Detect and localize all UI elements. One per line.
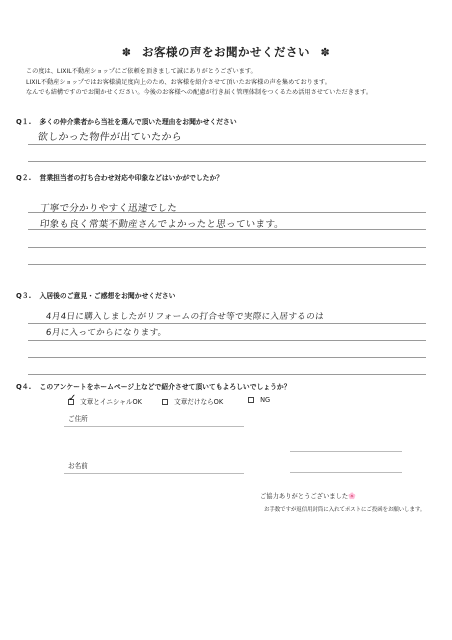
answer-line <box>28 264 426 265</box>
checkbox[interactable] <box>162 399 168 405</box>
checkbox[interactable] <box>68 393 77 405</box>
question-4 <box>16 381 291 391</box>
intro-line: LIXIL不動産ショップではお客様満足度向上のため、お客様を紹介させて頂いたお客様の声を集めております。 <box>26 78 331 86</box>
intro-line: なんでも結構ですのでお聞かせください。今後のお客様への配慮が行き届く管理体制をつくるため活用させていただきます。 <box>26 89 373 96</box>
consent-option-text-only[interactable] <box>162 396 223 406</box>
answer-line <box>28 212 426 213</box>
answer-line <box>28 229 426 230</box>
question-3 <box>16 290 175 300</box>
answer-line <box>28 161 426 162</box>
answer-line <box>28 247 426 248</box>
question-text: 入居後のご意見・ご感想をお聞かせください <box>39 292 176 300</box>
question-number: Q１. <box>16 118 32 126</box>
answer-line <box>28 144 426 145</box>
question-1 <box>16 116 237 126</box>
question-text: 営業担当者の打ち合わせ対応や印象などはいかがでしたか？ <box>39 174 224 182</box>
question-2 <box>16 172 223 182</box>
option-label: NG <box>260 396 271 404</box>
handwritten-answer: 欲しかった物件が出ていたから <box>37 132 183 143</box>
name-line <box>290 472 402 473</box>
question-number: Q３. <box>16 292 32 300</box>
handwritten-answer: 4月4日に購入しましたがリフォームの打合せ等で実際に入居するのは <box>45 312 325 322</box>
question-number: Q４. <box>16 383 32 391</box>
address-label: ご住所 <box>68 415 88 423</box>
address-line <box>290 451 402 452</box>
page-title <box>0 44 452 60</box>
name-line <box>64 473 244 474</box>
flower-ornament-icon: ✽ <box>121 46 132 59</box>
handwritten-answer: 印象も良く常葉不動産さんでよかったと思っています。 <box>39 219 285 230</box>
handwritten-answer: 6月に入ってからになります。 <box>45 328 168 338</box>
name-label: お名前 <box>68 462 88 470</box>
flower-ornament-icon: ✽ <box>320 46 331 59</box>
consent-option-ng[interactable] <box>248 396 270 404</box>
intro-paragraph <box>26 67 436 99</box>
handwritten-answer: 丁寧で分かりやすく迅速でした <box>39 203 178 214</box>
answer-line <box>28 357 426 358</box>
question-text: 多くの仲介業者から当社を選んで頂いた理由をお聞かせください <box>39 118 237 126</box>
answer-line <box>28 374 426 375</box>
consent-option-text-and-initial[interactable] <box>68 393 142 406</box>
intro-line: この度は、LIXIL不動産ショップにご依頼を頂きまして誠にありがとうございます。 <box>26 68 257 75</box>
option-label: 文章とイニシャルOK <box>80 398 142 406</box>
question-text: このアンケートをホームページ上などで紹介させて頂いてもよろしいでしょうか？ <box>39 383 291 391</box>
option-label: 文章だけならOK <box>174 398 224 406</box>
address-line <box>64 426 244 427</box>
question-number: Q２. <box>16 174 32 182</box>
answer-line <box>28 323 426 324</box>
answer-line <box>28 340 426 341</box>
title-text: お客様の声をお聞かせください <box>142 45 310 59</box>
checkbox[interactable] <box>248 397 254 403</box>
check-mark-icon: ✓ <box>68 393 77 404</box>
thanks-message: ご協力ありがとうございました🌸 <box>260 493 356 500</box>
return-note: お手数ですが返信用封筒に入れてポストにご投函をお願いします。 <box>264 507 426 513</box>
